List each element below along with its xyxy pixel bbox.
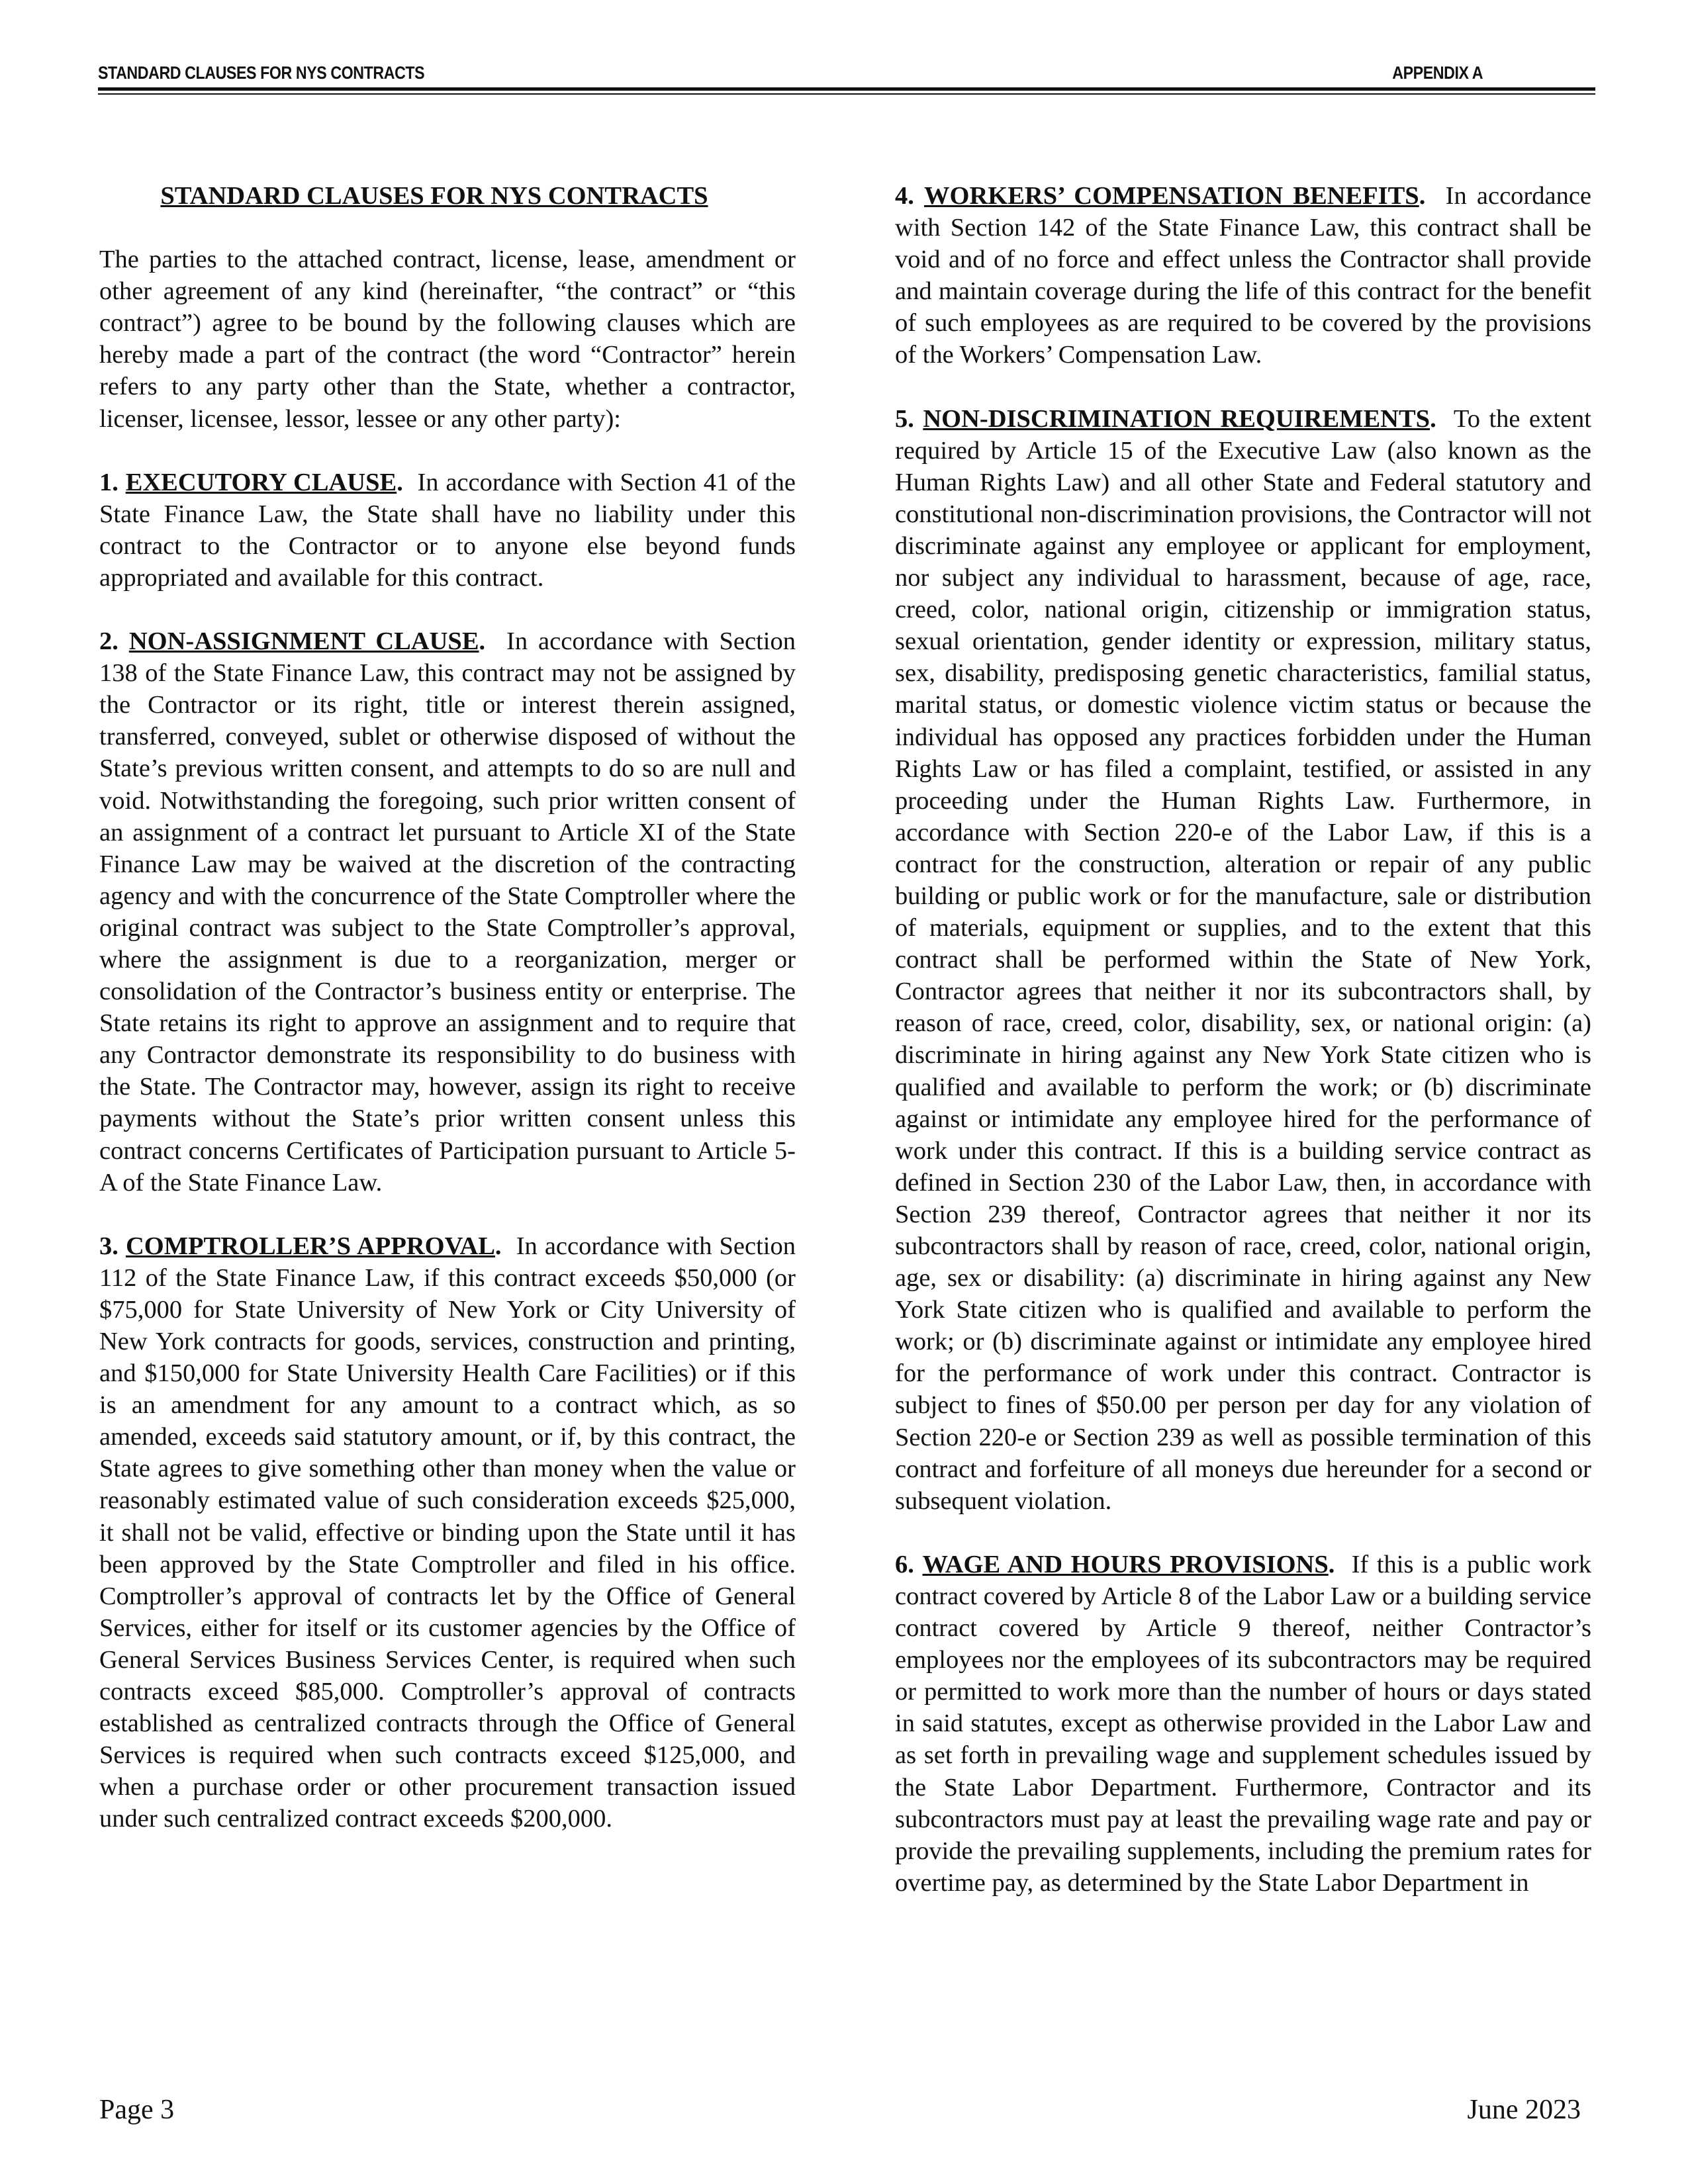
page-number: Page 3 — [99, 2095, 175, 2125]
clause-title: WAGE AND HOURS PROVISIONS — [922, 1550, 1329, 1578]
clause-5: 5. NON-DISCRIMINATION REQUIREMENTS. To the extent required by Article 15 of the Executive Law (also known as the Human Rights Law) and all other State and Federal statutory and constitutional non-discrimination provisions, the Contractor will not discriminate against any employee or applicant for employment, nor subject any individual to harassment, because of age, race, creed, color, national origin, citizenship or immigration status, sexual orientation, gender identity or expression, military status, sex, disability, predisposing genetic characteristics, familial status, marital status, or domestic violence victim status or because the individual has opposed any practices forbidden under the Human Rights Law or has filed a complaint, testified, or assisted in any proceeding under the Human Rights Law. Furthermore, in accordance with Section 220-e of the Labor Law, if this is a contract for the construction, alteration or repair of any public building or public work or for the manufacture, sale or distribution of materials, equipment or supplies, and to the extent that this contract shall be performed within the State of New York, Contractor agrees that neither it nor its subcontractors shall, by reason of race, creed, color, disability, sex, or national origin: (a) discriminate in hiring against any New York State citizen who is qualified and available to perform the work; or (b) discriminate against or intimidate any employee hired for the performance of work under this contract. If this is a building service contract as defined in Section 230 of the Labor Law, then, in accordance with Section 239 thereof, Contractor agrees that neither it nor its subcontractors shall by reason of race, creed, color, national origin, age, sex or disability: (a) discriminate in hiring against any New York State citizen who is qualified and available to perform the work; or (b) discriminate against or intimidate any employee hired for the performance of work under this contract. Contractor is subject to fines of $50.00 per person per day for any violation of Section 220-e or Section 239 as well as possible termination of this contract and forfeiture of all moneys due hereunder for a second or subsequent violation. — [895, 404, 1592, 1515]
clause-number: 6. — [895, 1550, 914, 1578]
header-rule-thick — [98, 87, 1595, 91]
clause-number: 2. — [99, 627, 118, 656]
header-title: STANDARD CLAUSES FOR NYS CONTRACTS — [98, 63, 425, 83]
clause-text: If this is a public work contract covered by Article 8 of the Labor Law or a building service contract covered by Article 9 thereof, neither Contractor’s employees nor the employees of its subcontractors may be required or permitted to work more than the number of hours or days stated in said statutes, except as otherwise provided in the Labor Law and as set forth in prevailing wage and supplement schedules issued by the State Labor Department. Furthermore, Contractor and its subcontractors must pay at least the prevailing wage rate and pay or provide the prevailing supplements, including the premium rates for overtime pay, as determined by the State Labor Department in — [895, 1550, 1592, 1897]
footer-date: June 2023 — [1467, 2095, 1581, 2125]
clause-title: EXECUTORY CLAUSE — [125, 468, 397, 496]
clause-title: NON-ASSIGNMENT CLAUSE — [128, 627, 479, 656]
left-column — [99, 180, 796, 1835]
header-appendix-label: APPENDIX A — [1392, 63, 1483, 83]
clause-number: 4. — [895, 182, 914, 210]
document-title: STANDARD CLAUSES FOR NYS CONTRACTS — [160, 182, 708, 210]
clause-3: 3. COMPTROLLER’S APPROVAL. In accordance with Section 112 of the State Finance Law, if this contract exceeds $50,000 (or $75,000 for State University of New York or City University of New York contracts for goods, services, construction and printing, and $150,000 for State University Health Care Facilities) or if this is an amendment for any amount to a contract which, as so amended, exceeds said statutory amount, or if, by this contract, the State agrees to give something other than money when the value or reasonably estimated value of such consideration exceeds $25,000, it shall not be valid, effective or binding upon the State until it has been approved by the State Comptroller and filed in his office. Comptroller’s approval of contracts let by the Office of General Services, either for itself or its customer agencies by the Office of General Services Business Services Center, is required when such contracts exceed $85,000. Comptroller’s approval of contracts established as centralized contracts through the Office of General Services is required when such contracts exceed $125,000, and when a purchase order or other procurement transaction issued under such centralized contract exceeds $200,000. — [99, 1232, 796, 1833]
clause-text: In accordance with Section 41 of the State Finance Law, the State shall have no liability under this contract to the Contractor or to anyone else beyond funds appropriated and available for this contract. — [99, 468, 796, 592]
clause-title: NON-DISCRIMINATION REQUIREMENTS — [923, 404, 1430, 433]
clause-text: To the extent required by Article 15 of the Executive Law (also known as the Human Rights Law) and all other State and Federal statutory and constitutional non-discrimination provisions, the Contractor will not discriminate against any employee or applicant for employment, nor subject any individual to harassment, because of age, race, creed, color, national origin, citizenship or immigration status, sexual orientation, gender identity or expression, military status, sex, disability, predisposing genetic characteristics, familial status, marital status, or domestic violence victim status or because the individual has opposed any practices forbidden under the Human Rights Law or has filed a complaint, testified, or assisted in any proceeding under the Human Rights Law. Furthermore, in accordance with Section 220-e of the Labor Law, if this is a contract for the construction, alteration or repair of any public building or public work or for the manufacture, sale or distribution of materials, equipment or supplies, and to the extent that this contract shall be performed within the State of New York, Contractor agrees that neither it nor its subcontractors shall, by reason of race, creed, color, disability, sex, or national origin: (a) discriminate in hiring against any New York State citizen who is qualified and available to perform the work; or (b) discriminate against or intimidate any employee hired for the performance of work under this contract. If this is a building service contract as defined in Section 230 of the Labor Law, then, in accordance with Section 239 thereof, Contractor agrees that neither it nor its subcontractors shall by reason of race, creed, color, national origin, age, sex or disability: (a) discriminate in hiring against any New York State citizen who is qualified and available to perform the work; or (b) discriminate against or intimidate any employee hired for the performance of work under this contract. Contractor is subject to fines of $50.00 per person per day for any violation of Section 220-e or Section 239 as well as possible termination of this contract and forfeiture of all moneys due hereunder for a second or subsequent violation. — [895, 404, 1592, 1515]
clause-6: 6. WAGE AND HOURS PROVISIONS. If this is a public work contract covered by Article 8 of the Labor Law or a building service contract covered by Article 9 thereof, neither Contractor’s employees nor the employees of its subcontractors may be required or permitted to work more than the number of hours or days stated in said statutes, except as otherwise provided in the Labor Law and as set forth in prevailing wage and supplement schedules issued by the State Labor Department. Furthermore, Contractor and its subcontractors must pay at least the prevailing wage rate and pay or provide the prevailing supplements, including the premium rates for overtime pay, as determined by the State Labor Department in — [895, 1550, 1592, 1897]
clause-number: 5. — [895, 404, 914, 433]
clause-title: WORKERS’ COMPENSATION BENEFITS — [924, 182, 1419, 210]
clause-number: 1. — [99, 468, 118, 496]
clause-text: In accordance with Section 138 of the State Finance Law, this contract may not be assigned by the Contractor or its right, title or interest therein assigned, transferred, conveyed, sublet or otherwise disposed of without the State’s previous written consent, and attempts to do so are null and void. Notwithstanding the foregoing, such prior written consent of an assignment of a contract let pursuant to Article XI of the State Finance Law may be waived at the discretion of the contracting agency and with the concurrence of the State Comptroller where the original contract was subject to the State Comptroller’s approval, where the assignment is due to a reorganization, merger or consolidation of the Contractor’s business entity or enterprise. The State retains its right to approve an assignment and to require that any Contractor demonstrate its responsibility to do business with the State. The Contractor may, however, assign its right to receive payments without the State’s prior written consent unless this contract concerns Certificates of Participation pursuant to Article 5-A of the State Finance Law. — [99, 627, 796, 1197]
intro-paragraph: The parties to the attached contract, license, lease, amendment or other agreement of any kind (hereinafter, “the contract” or “this contract”) agree to be bound by the following clauses which are hereby made a part of the contract (the word “Contractor” herein refers to any party other than the State, whether a contractor, licenser, licensee, lessor, lessee or any other party): — [99, 246, 796, 433]
clause-number: 3. — [99, 1232, 118, 1260]
clause-4: 4. WORKERS’ COMPENSATION BENEFITS. In accordance with Section 142 of the State Finance Law, this contract shall be void and of no force and effect unless the Contractor shall provide and maintain coverage during the life of this contract for the benefit of such employees as are required to be covered by the provisions of the Workers’ Compensation Law. — [895, 182, 1592, 369]
clause-title: COMPTROLLER’S APPROVAL — [125, 1232, 495, 1260]
header-rule-thin — [98, 93, 1595, 95]
clause-1: 1. EXECUTORY CLAUSE. In accordance with Section 41 of the State Finance Law, the State shall have no liability under this contract to the Contractor or to anyone else beyond funds appropriated and available for this contract. — [99, 468, 796, 592]
clause-text: In accordance with Section 142 of the State Finance Law, this contract shall be void and of no force and effect unless the Contractor shall provide and maintain coverage during the life of this contract for the benefit of such employees as are required to be covered by the provisions of the Workers’ Compensation Law. — [895, 182, 1592, 369]
clause-text: In accordance with Section 112 of the State Finance Law, if this contract exceeds $50,000 (or $75,000 for State University of New York or City University of New York contracts for goods, services, construction and printing, and $150,000 for State University Health Care Facilities) or if this is an amendment for any amount to a contract which, as so amended, exceeds said statutory amount, or if, by this contract, the State agrees to give something other than money when the value or reasonably estimated value of such consideration exceeds $25,000, it shall not be valid, effective or binding upon the State until it has been approved by the State Comptroller and filed in his office. Comptroller’s approval of contracts let by the Office of General Services, either for itself or its customer agencies by the Office of General Services Business Services Center, is required when such contracts exceed $85,000. Comptroller’s approval of contracts established as centralized contracts through the Office of General Services is required when such contracts exceed $125,000, and when a purchase order or other procurement transaction issued under such centralized contract exceeds $200,000. — [99, 1232, 796, 1833]
clause-2: 2. NON-ASSIGNMENT CLAUSE. In accordance with Section 138 of the State Finance Law, this contract may not be assigned by the Contractor or its right, title or interest therein assigned, transferred, conveyed, sublet or otherwise disposed of without the State’s previous written consent, and attempts to do so are null and void. Notwithstanding the foregoing, such prior written consent of an assignment of a contract let pursuant to Article XI of the State Finance Law may be waived at the discretion of the contracting agency and with the concurrence of the State Comptroller where the original contract was subject to the State Comptroller’s approval, where the assignment is due to a reorganization, merger or consolidation of the Contractor’s business entity or enterprise. The State retains its right to approve an assignment and to require that any Contractor demonstrate its responsibility to do business with the State. The Contractor may, however, assign its right to receive payments without the State’s prior written consent unless this contract concerns Certificates of Participation pursuant to Article 5-A of the State Finance Law. — [99, 627, 796, 1197]
page-header — [98, 61, 1595, 85]
right-column — [895, 180, 1591, 1899]
